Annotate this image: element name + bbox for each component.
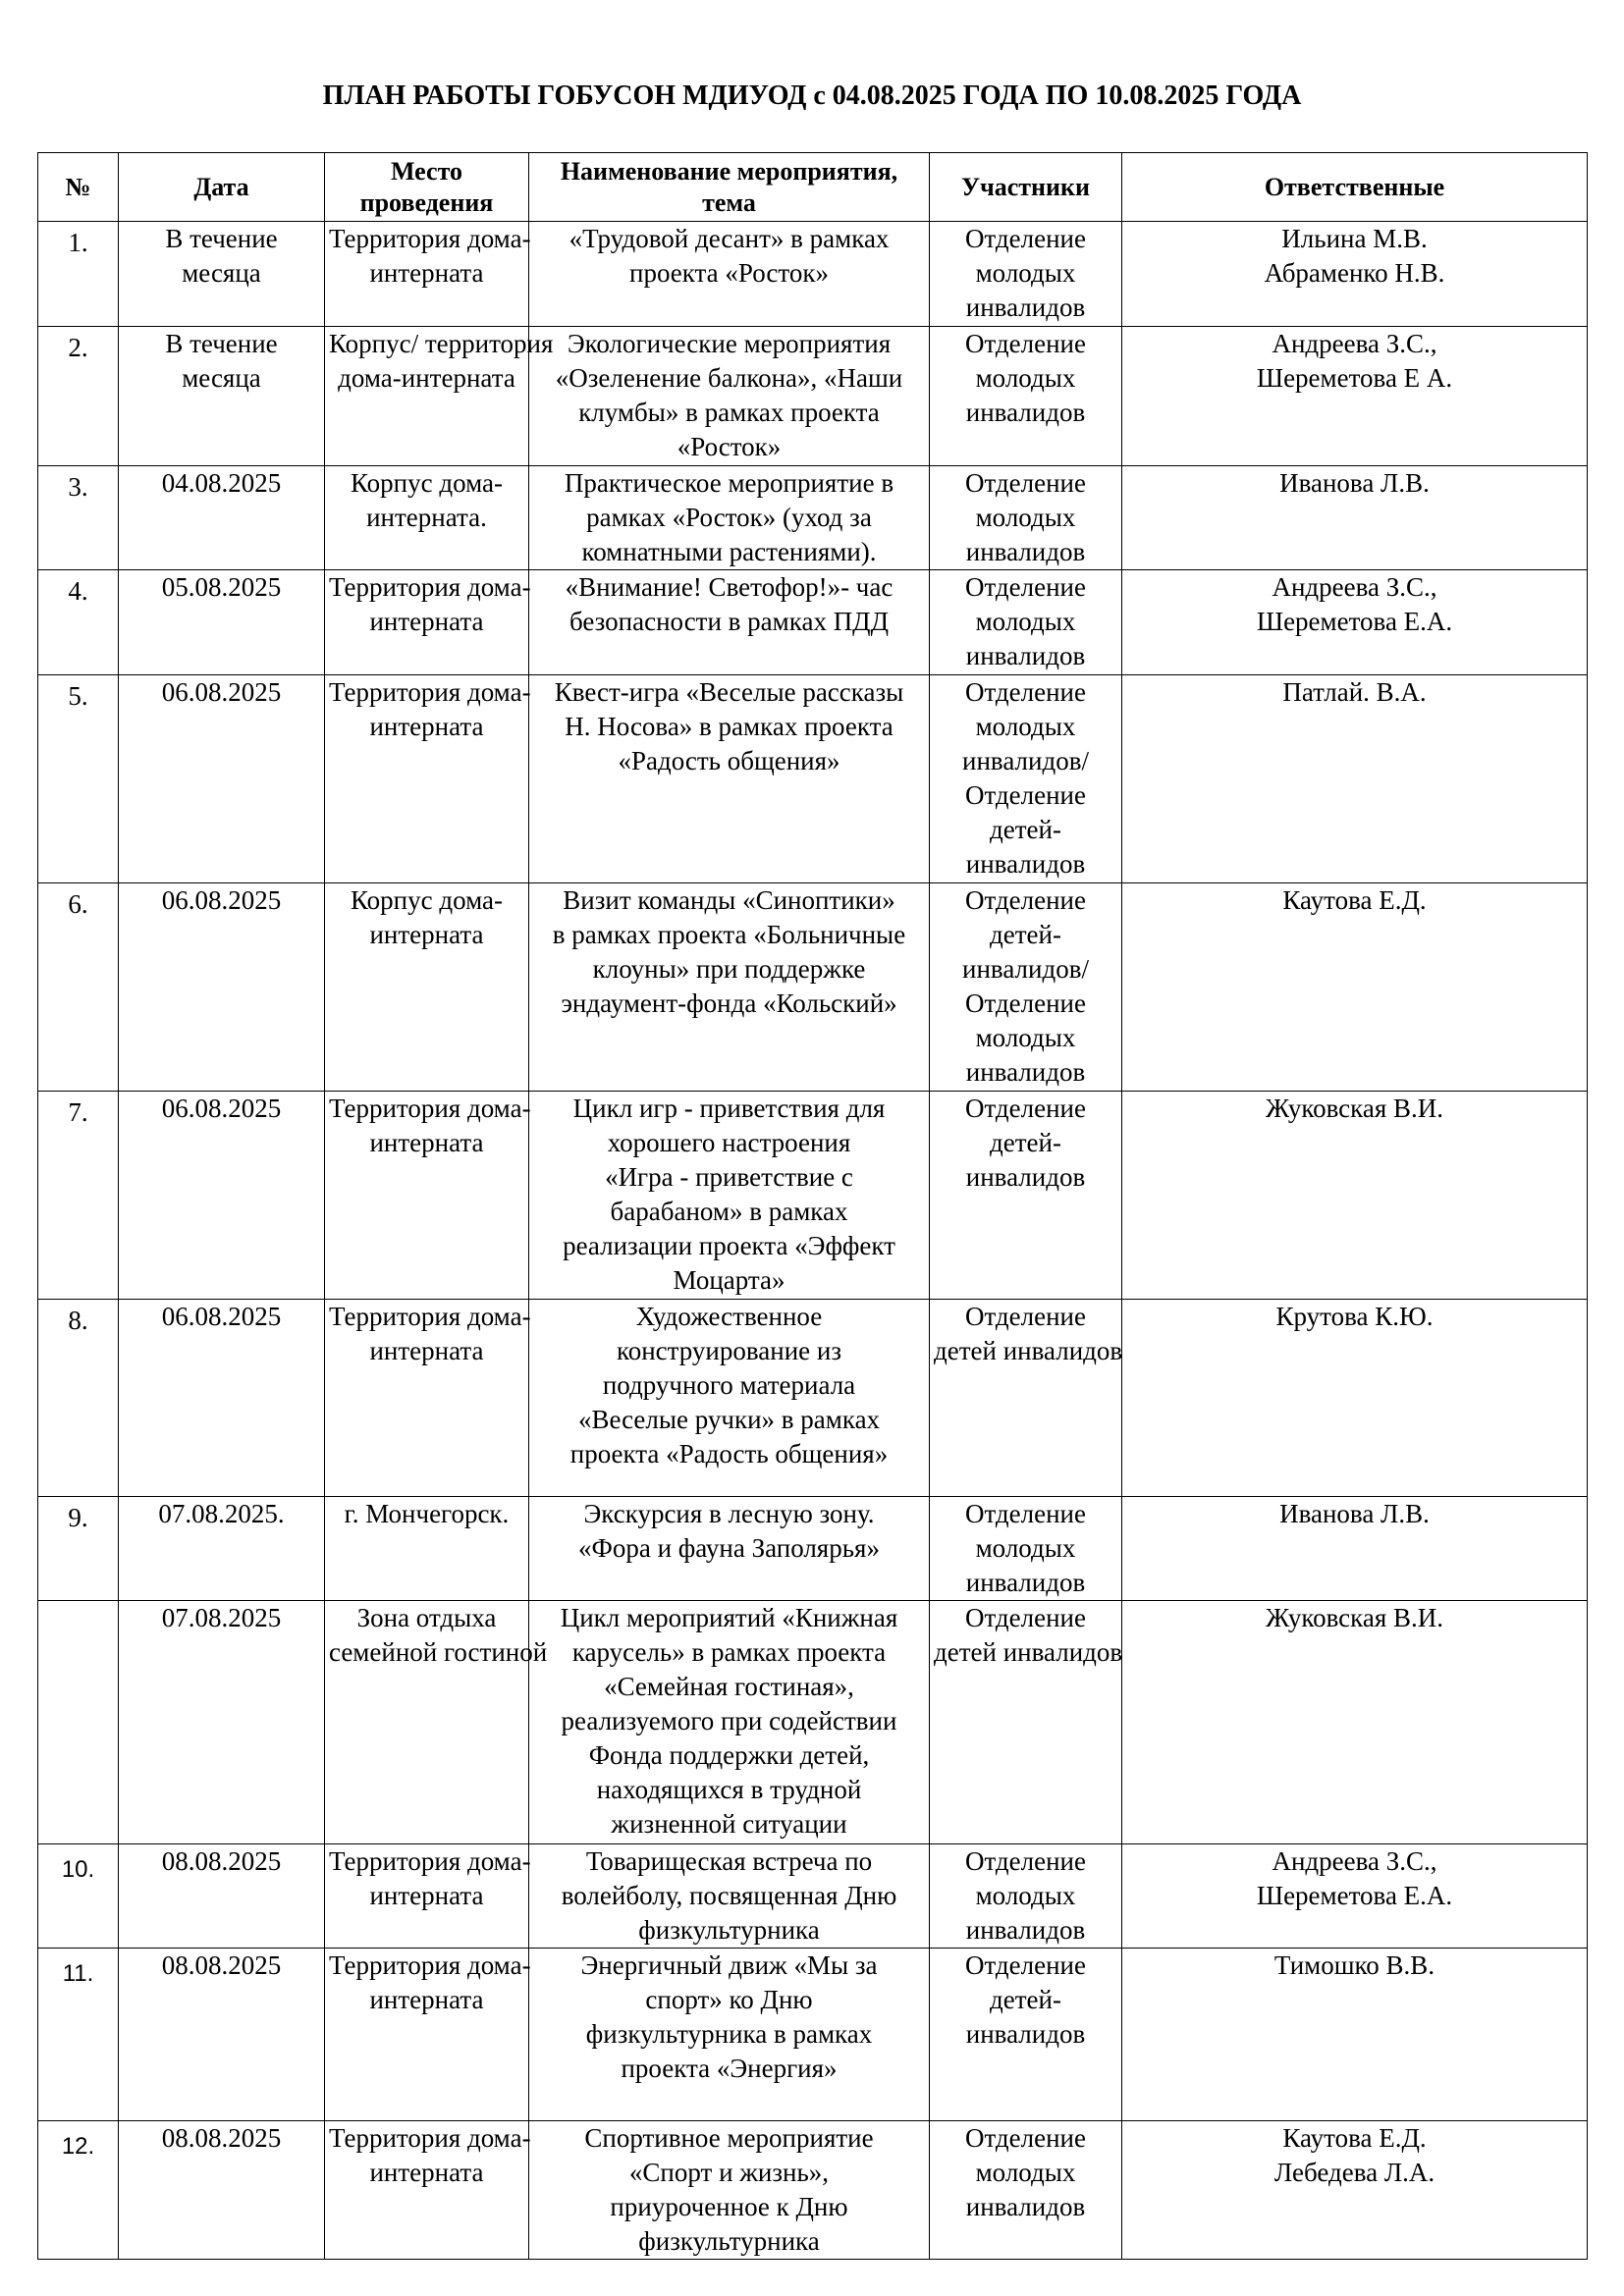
cell-text-line: инвалидов bbox=[965, 398, 1086, 427]
row-participants bbox=[930, 1092, 1122, 1300]
cell-text-line: 12. bbox=[61, 2133, 95, 2160]
cell-text-line: Отделение bbox=[964, 988, 1086, 1018]
row-responsible bbox=[1122, 1092, 1588, 1300]
cell-text-line: Моцарта» bbox=[673, 1265, 785, 1295]
cell-text-line: детей- bbox=[990, 815, 1061, 844]
cell-text-line: эндаумент-фонда «Кольский» bbox=[561, 988, 897, 1018]
cell-text-line: проекта «Росток» bbox=[629, 258, 829, 288]
row-responsible bbox=[1122, 1601, 1588, 1844]
cell-text-line: жизненной ситуации bbox=[611, 1809, 847, 1839]
cell-text-line: Отделение bbox=[964, 780, 1086, 810]
cell-text-line: Отделение bbox=[964, 1499, 1086, 1528]
row-number bbox=[38, 570, 119, 675]
cell-text-line: 06.08.2025 bbox=[161, 1302, 282, 1331]
cell-text-line: волейболу, посвященная Дню bbox=[561, 1881, 897, 1910]
cell-text-line: Спортивное мероприятие bbox=[584, 2123, 874, 2153]
cell-text-line: Отделение bbox=[964, 572, 1086, 602]
cell-text-line: 07.08.2025. bbox=[158, 1499, 285, 1528]
row-date bbox=[119, 222, 325, 327]
cell-text-line: детей инвалидов bbox=[934, 1336, 1123, 1365]
cell-text-line: Товарищеская встреча по bbox=[585, 1846, 873, 1876]
row-number bbox=[38, 1949, 119, 2121]
row-date bbox=[119, 1601, 325, 1844]
cell-text-line: Отделение bbox=[964, 1603, 1086, 1632]
cell-text-line: Отделение bbox=[964, 329, 1086, 358]
row-participants bbox=[930, 222, 1122, 327]
row-place bbox=[325, 1844, 529, 1949]
row-date bbox=[119, 883, 325, 1092]
cell-text-line: в рамках проекта «Больничные bbox=[552, 920, 906, 949]
cell-text-line: Шереметова Е.А. bbox=[1256, 1881, 1453, 1910]
cell-text-line: «Спорт и жизнь», bbox=[628, 2158, 830, 2187]
row-date bbox=[119, 466, 325, 570]
cell-text-line: инвалидов/ bbox=[962, 746, 1089, 775]
cell-text-line: 06.08.2025 bbox=[161, 677, 282, 707]
cell-text-line: семейной гостиной bbox=[329, 1637, 548, 1667]
cell-text-line: В течение bbox=[165, 329, 278, 358]
cell-text-line: Территория дома- bbox=[329, 677, 531, 707]
cell-text-line: интерната bbox=[369, 2158, 484, 2187]
cell-text-line: физкультурника в рамках bbox=[585, 2019, 873, 2049]
cell-text-line: конструирование из bbox=[616, 1336, 842, 1365]
row-place bbox=[325, 1092, 529, 1300]
cell-text-line: интерната bbox=[369, 1336, 484, 1365]
cell-text-line: интерната. bbox=[366, 503, 487, 532]
cell-text-line: 08.08.2025 bbox=[161, 1846, 282, 1876]
cell-text-line: проведения bbox=[359, 187, 494, 217]
row-date bbox=[119, 1497, 325, 1601]
cell-text-line: интерната bbox=[369, 258, 484, 288]
cell-text-line: Экскурсия в лесную зону. bbox=[583, 1499, 875, 1528]
cell-text-line: Крутова К.Ю. bbox=[1275, 1302, 1434, 1331]
header-event bbox=[529, 153, 930, 222]
cell-text-line: рамках «Росток» (уход за bbox=[586, 503, 872, 532]
cell-text-line: Отделение bbox=[964, 468, 1086, 498]
document-title: ПЛАН РАБОТЫ ГОБУСОН МДИУОД с 04.08.2025 ГОДА ПО 10.08.2025 ГОДА bbox=[322, 80, 1302, 111]
cell-text-line: Корпус дома- bbox=[351, 468, 503, 498]
cell-text-line: Отделение bbox=[964, 1950, 1086, 1980]
cell-text-line: Жуковская В.И. bbox=[1265, 1603, 1444, 1632]
cell-text-line: реализуемого при содействии bbox=[561, 1706, 897, 1735]
cell-text-line: инвалидов bbox=[965, 2019, 1086, 2049]
cell-text-line: молодых bbox=[975, 1881, 1076, 1910]
cell-text-line: интерната bbox=[369, 712, 484, 741]
table-row bbox=[38, 1844, 1588, 1949]
cell-text-line: Наименование мероприятия, bbox=[560, 156, 898, 186]
header-date bbox=[119, 153, 325, 222]
row-number bbox=[38, 883, 119, 1092]
row-place bbox=[325, 675, 529, 883]
row-event bbox=[529, 675, 930, 883]
cell-text-line: 06.08.2025 bbox=[161, 885, 282, 915]
cell-text-line: Лебедева Л.А. bbox=[1273, 2158, 1435, 2187]
row-place bbox=[325, 327, 554, 466]
row-responsible bbox=[1122, 2121, 1588, 2260]
cell-text-line: детей инвалидов bbox=[934, 1637, 1123, 1667]
row-participants bbox=[930, 466, 1122, 570]
cell-text-line: месяца bbox=[182, 363, 261, 393]
row-date bbox=[119, 1844, 325, 1949]
cell-text-line: Место bbox=[390, 156, 463, 186]
row-date bbox=[119, 1300, 325, 1497]
cell-text-line: Шереметова Е А. bbox=[1256, 363, 1453, 393]
cell-text-line: Визит команды «Синоптики» bbox=[563, 885, 895, 915]
cell-text-line: Отделение bbox=[964, 1094, 1086, 1123]
cell-text-line: 05.08.2025 bbox=[161, 572, 282, 602]
cell-text-line: «Озеленение балкона», «Наши bbox=[555, 363, 903, 393]
cell-text-line: Отделение bbox=[964, 677, 1086, 707]
row-number bbox=[38, 466, 119, 570]
cell-text-line: инвалидов/ bbox=[962, 954, 1089, 984]
row-participants bbox=[930, 1300, 1122, 1497]
cell-text-line: физкультурника bbox=[638, 1915, 820, 1945]
cell-text-line: инвалидов bbox=[965, 1568, 1086, 1597]
cell-text-line: молодых bbox=[975, 363, 1076, 393]
table-row bbox=[38, 1949, 1588, 2121]
cell-text-line: Патлай. В.А. bbox=[1282, 677, 1427, 707]
row-number bbox=[38, 1300, 119, 1497]
row-number bbox=[38, 1601, 119, 1844]
header-responsible bbox=[1122, 153, 1588, 222]
table-row bbox=[38, 2121, 1588, 2260]
cell-text-line: Отделение bbox=[964, 224, 1086, 253]
cell-text-line: 11. bbox=[62, 1960, 94, 1987]
cell-text-line: Энергичный движ «Мы за bbox=[580, 1950, 878, 1980]
row-responsible bbox=[1122, 466, 1588, 570]
cell-text-line: спорт» ко Дню bbox=[645, 1985, 813, 2014]
cell-text-line: клоуны» при поддержке bbox=[592, 954, 866, 984]
cell-text-line: 04.08.2025 bbox=[161, 468, 282, 498]
cell-text-line: Цикл игр - приветствия для bbox=[572, 1094, 886, 1123]
cell-text-line: подручного материала bbox=[602, 1370, 856, 1400]
row-number bbox=[38, 1497, 119, 1601]
row-responsible bbox=[1122, 1300, 1588, 1497]
cell-text-line: «Трудовой десант» в рамках bbox=[568, 224, 890, 253]
cell-text-line: молодых bbox=[975, 258, 1076, 288]
cell-text-line: детей- bbox=[990, 920, 1061, 949]
row-responsible bbox=[1122, 327, 1588, 466]
cell-text-line: проекта «Радость общения» bbox=[569, 1439, 889, 1468]
row-participants bbox=[930, 1601, 1122, 1844]
table-row bbox=[38, 570, 1588, 675]
cell-text-line: 08.08.2025 bbox=[161, 2123, 282, 2153]
cell-text-line: хорошего настроения bbox=[607, 1128, 851, 1157]
cell-text-line: Фонда поддержки детей, bbox=[588, 1740, 870, 1770]
cell-text-line: молодых bbox=[975, 1023, 1076, 1052]
row-number bbox=[38, 2121, 119, 2260]
cell-text-line: Корпус/ территория bbox=[329, 329, 554, 358]
cell-text-line: месяца bbox=[182, 258, 261, 288]
cell-text-line: интерната bbox=[369, 1881, 484, 1910]
row-event bbox=[529, 1497, 930, 1601]
row-date bbox=[119, 1092, 325, 1300]
cell-text-line: 3. bbox=[68, 472, 88, 502]
cell-text-line: инвалидов bbox=[965, 849, 1086, 879]
row-place bbox=[325, 2121, 529, 2260]
cell-text-line: «Веселые ручки» в рамках bbox=[577, 1405, 881, 1434]
cell-text-line: Территория дома- bbox=[329, 572, 531, 602]
row-participants bbox=[930, 570, 1122, 675]
cell-text-line: Цикл мероприятий «Книжная bbox=[560, 1603, 898, 1632]
cell-text-line: 08.08.2025 bbox=[161, 1950, 282, 1980]
row-date bbox=[119, 2121, 325, 2260]
row-number bbox=[38, 222, 119, 327]
row-participants bbox=[930, 2121, 1122, 2260]
cell-text-line: Ильина М.В. bbox=[1281, 224, 1428, 253]
row-number bbox=[38, 675, 119, 883]
row-participants bbox=[930, 883, 1122, 1092]
row-event bbox=[529, 1949, 930, 2121]
header-participants bbox=[930, 153, 1122, 222]
cell-text-line: «Внимание! Светофор!»- час bbox=[565, 572, 893, 602]
cell-text-line: карусель» в рамках проекта bbox=[571, 1637, 887, 1667]
cell-text-line: Каутова Е.Д. bbox=[1282, 2123, 1427, 2153]
cell-text-line: Жуковская В.И. bbox=[1265, 1094, 1444, 1123]
cell-text-line: Андреева З.С., bbox=[1272, 329, 1437, 358]
row-place bbox=[325, 222, 529, 327]
row-responsible bbox=[1122, 1497, 1588, 1601]
cell-text-line: 7. bbox=[68, 1097, 88, 1127]
table-row bbox=[38, 1300, 1588, 1497]
cell-text-line: физкультурника bbox=[638, 2226, 820, 2256]
cell-text-line: интерната bbox=[369, 920, 484, 949]
cell-text-line: тема bbox=[702, 187, 756, 217]
row-date bbox=[119, 1949, 325, 2121]
cell-text-line: Экологические мероприятия bbox=[567, 329, 892, 358]
row-participants bbox=[930, 327, 1122, 466]
cell-text-line: «Росток» bbox=[677, 432, 782, 461]
row-responsible bbox=[1122, 1844, 1588, 1949]
cell-text-line: клумбы» в рамках проекта bbox=[578, 398, 880, 427]
cell-text-line: «Семейная гостиная», bbox=[604, 1672, 854, 1701]
cell-text-line: дома-интерната bbox=[338, 363, 515, 393]
row-date bbox=[119, 327, 325, 466]
cell-text-line: интерната bbox=[369, 1128, 484, 1157]
table-row bbox=[38, 1601, 1588, 1844]
cell-text-line: детей- bbox=[990, 1985, 1061, 2014]
cell-text-line: Корпус дома- bbox=[351, 885, 503, 915]
row-place bbox=[325, 1601, 548, 1844]
cell-text-line: инвалидов bbox=[965, 641, 1086, 670]
cell-text-line: инвалидов bbox=[965, 2192, 1086, 2221]
cell-text-line: Практическое мероприятие в bbox=[564, 468, 894, 498]
row-participants bbox=[930, 1949, 1122, 2121]
cell-text-line: Каутова Е.Д. bbox=[1282, 885, 1427, 915]
row-number bbox=[38, 1092, 119, 1300]
row-responsible bbox=[1122, 883, 1588, 1092]
cell-text-line: «Радость общения» bbox=[618, 746, 840, 775]
cell-text-line: находящихся в трудной bbox=[596, 1775, 862, 1804]
cell-text-line: безопасности в рамках ПДД bbox=[568, 607, 890, 636]
row-event bbox=[529, 222, 930, 327]
cell-text-line: Шереметова Е.А. bbox=[1256, 607, 1453, 636]
cell-text-line: 07.08.2025 bbox=[161, 1603, 282, 1632]
cell-text-line: Участники bbox=[961, 172, 1090, 201]
cell-text-line: барабаном» в рамках bbox=[610, 1197, 848, 1226]
cell-text-line: инвалидов bbox=[965, 293, 1086, 322]
cell-text-line: Квест-игра «Веселые рассказы bbox=[554, 677, 904, 707]
cell-text-line: интерната bbox=[369, 1985, 484, 2014]
cell-text-line: Территория дома- bbox=[329, 1950, 531, 1980]
cell-text-line: 1. bbox=[68, 228, 88, 257]
cell-text-line: г. Мончегорск. bbox=[344, 1499, 510, 1528]
header-number bbox=[38, 153, 119, 222]
row-event bbox=[529, 570, 930, 675]
row-date bbox=[119, 570, 325, 675]
row-place bbox=[325, 466, 529, 570]
cell-text-line: инвалидов bbox=[965, 1057, 1086, 1087]
row-event bbox=[529, 883, 930, 1092]
cell-text-line: молодых bbox=[975, 1533, 1076, 1563]
row-number bbox=[38, 1844, 119, 1949]
cell-text-line: Андреева З.С., bbox=[1272, 572, 1437, 602]
cell-text-line: Абраменко Н.В. bbox=[1264, 258, 1445, 288]
cell-text-line: 06.08.2025 bbox=[161, 1094, 282, 1123]
row-participants bbox=[930, 1844, 1122, 1949]
cell-text-line: Дата bbox=[193, 172, 249, 201]
cell-text-line: инвалидов bbox=[965, 1915, 1086, 1945]
cell-text-line: проекта «Энергия» bbox=[621, 2054, 838, 2083]
cell-text-line: Ответственные bbox=[1264, 172, 1445, 201]
row-event bbox=[529, 1601, 930, 1844]
cell-text-line: Отделение bbox=[964, 2123, 1086, 2153]
cell-text-line: детей- bbox=[990, 1128, 1061, 1157]
cell-text-line: 5. bbox=[68, 681, 88, 711]
cell-text-line: № bbox=[65, 172, 91, 201]
cell-text-line: 9. bbox=[68, 1503, 88, 1532]
cell-text-line: Территория дома- bbox=[329, 1846, 531, 1876]
row-event bbox=[529, 327, 930, 466]
row-place bbox=[325, 1300, 529, 1497]
row-participants bbox=[930, 675, 1122, 883]
row-responsible bbox=[1122, 570, 1588, 675]
row-event bbox=[529, 1092, 930, 1300]
row-place bbox=[325, 883, 529, 1092]
cell-text-line: молодых bbox=[975, 2158, 1076, 2187]
row-responsible bbox=[1122, 1949, 1588, 2121]
cell-text-line: 2. bbox=[68, 333, 88, 362]
row-participants bbox=[930, 1497, 1122, 1601]
cell-text-line: Иванова Л.В. bbox=[1279, 1499, 1430, 1528]
table-row bbox=[38, 1092, 1588, 1300]
cell-text-line: Территория дома- bbox=[329, 1302, 531, 1331]
cell-text-line: «Фора и фауна Заполярья» bbox=[578, 1533, 880, 1563]
row-place bbox=[325, 570, 529, 675]
cell-text-line: интерната bbox=[369, 607, 484, 636]
row-responsible bbox=[1122, 675, 1588, 883]
work-plan-table bbox=[37, 152, 1588, 2260]
cell-text-line: 4. bbox=[68, 576, 88, 606]
cell-text-line: Художественное bbox=[635, 1302, 823, 1331]
cell-text-line: Территория дома- bbox=[329, 224, 531, 253]
table-header-row bbox=[38, 153, 1588, 222]
cell-text-line: Н. Носова» в рамках проекта bbox=[565, 712, 893, 741]
cell-text-line: 8. bbox=[68, 1306, 88, 1335]
row-place bbox=[325, 1497, 529, 1601]
row-event bbox=[529, 2121, 930, 2260]
cell-text-line: 6. bbox=[68, 889, 88, 919]
cell-text-line: Зона отдыха bbox=[356, 1603, 497, 1632]
row-event bbox=[529, 1300, 930, 1497]
cell-text-line: молодых bbox=[975, 712, 1076, 741]
cell-text-line: инвалидов bbox=[965, 1162, 1086, 1192]
cell-text-line: молодых bbox=[975, 503, 1076, 532]
cell-text-line: В течение bbox=[165, 224, 278, 253]
cell-text-line: Отделение bbox=[964, 1302, 1086, 1331]
table-row bbox=[38, 883, 1588, 1092]
table-row bbox=[38, 222, 1588, 327]
cell-text-line: «Игра - приветствие с bbox=[605, 1162, 853, 1192]
row-event bbox=[529, 466, 930, 570]
cell-text-line: приуроченное к Дню bbox=[610, 2192, 848, 2221]
table-row bbox=[38, 675, 1588, 883]
cell-text-line: комнатными растениями). bbox=[581, 537, 877, 566]
cell-text-line: инвалидов bbox=[965, 537, 1086, 566]
header-place bbox=[325, 153, 529, 222]
row-place bbox=[325, 1949, 529, 2121]
row-number bbox=[38, 327, 119, 466]
cell-text-line: Территория дома- bbox=[329, 2123, 531, 2153]
cell-text-line: Тимошко В.В. bbox=[1273, 1950, 1435, 1980]
table-row bbox=[38, 1497, 1588, 1601]
cell-text-line: Иванова Л.В. bbox=[1279, 468, 1430, 498]
row-date bbox=[119, 675, 325, 883]
cell-text-line: реализации проекта «Эффект bbox=[563, 1231, 895, 1260]
row-event bbox=[529, 1844, 930, 1949]
cell-text-line: 10. bbox=[61, 1856, 95, 1883]
table-row bbox=[38, 466, 1588, 570]
cell-text-line: молодых bbox=[975, 607, 1076, 636]
cell-text-line: Отделение bbox=[964, 885, 1086, 915]
row-responsible bbox=[1122, 222, 1588, 327]
table-row bbox=[38, 327, 1588, 466]
cell-text-line: Отделение bbox=[964, 1846, 1086, 1876]
cell-text-line: Территория дома- bbox=[329, 1094, 531, 1123]
cell-text-line: Андреева З.С., bbox=[1272, 1846, 1437, 1876]
